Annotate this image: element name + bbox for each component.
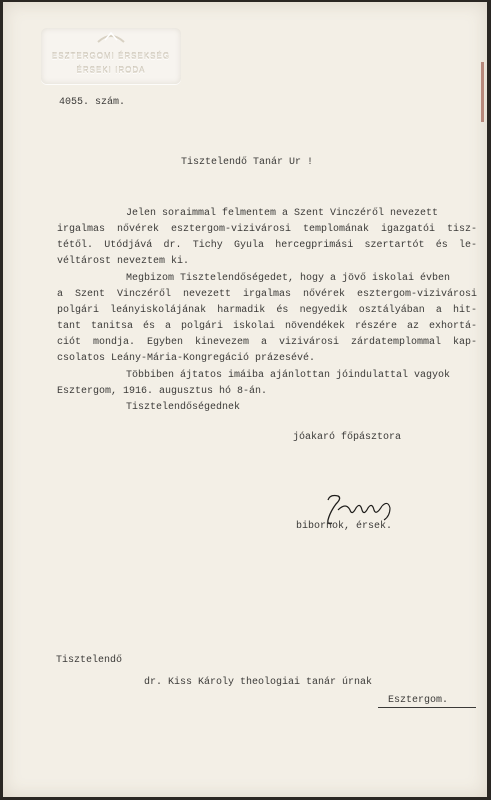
address-underline [378, 707, 476, 708]
body-line: Jelen soraimmal felmentem a Szent Vinczéről nevezett [126, 208, 439, 219]
body-line: ciót mondja. Egyben kinevezem a vizivárosi zárdatemplommal kap- [57, 337, 477, 348]
salutation: Tisztelendő Tanár Ur ! [181, 157, 314, 168]
body-line: Többiben ájtatos imáiba ajánlottan jóindulattal vagyok [126, 370, 451, 381]
body-line: a Szent Vinczéről nevezett irgalmas nővérek esztergom-vizivárosi [57, 289, 477, 300]
body-line: csolatos Leány-Mária-Kongregáció prázesévé. [57, 353, 316, 364]
place-date: Esztergom, 1916. augusztus hó 8-án. [57, 386, 268, 397]
crest-icon [96, 30, 126, 44]
address-line2: dr. Kiss Károly theologiai tanár úrnak [144, 677, 373, 688]
body-line: Megbizom Tisztelendőségedet, hogy a jövő iskolai évben [126, 273, 451, 284]
reference-number: 4055. szám. [59, 97, 126, 108]
letterhead-line1: ESZTERGOMI ÉRSEKSÉG [51, 52, 171, 61]
letterhead-line2: ÉRSEKI IRODA [76, 66, 146, 75]
body-line: polgári leányiskolájának harmadik és negyedik osztályában a hit- [57, 305, 477, 316]
closing-from: jóakaró főpásztora [293, 432, 402, 443]
address-line3: Esztergom. [388, 695, 449, 706]
letter-sheet [3, 2, 487, 797]
closing-to: Tisztelendőségednek [126, 402, 241, 413]
body-line: tant tanitsa és a polgári iskolai növendékek részére az exhortá- [57, 321, 477, 332]
body-line: irgalmas nővérek esztergom-vizivárosi templomának igazgatói tisz- [57, 224, 477, 235]
body-line: véltárost neveztem ki. [57, 256, 190, 267]
signature-title: bibornok, érsek. [296, 521, 393, 532]
body-line: tétől. Utódjává dr. Tichy Gyula hercegprimási szertartót és le- [57, 240, 477, 251]
address-line1: Tisztelendő [56, 655, 123, 666]
embossed-letterhead [41, 28, 181, 84]
